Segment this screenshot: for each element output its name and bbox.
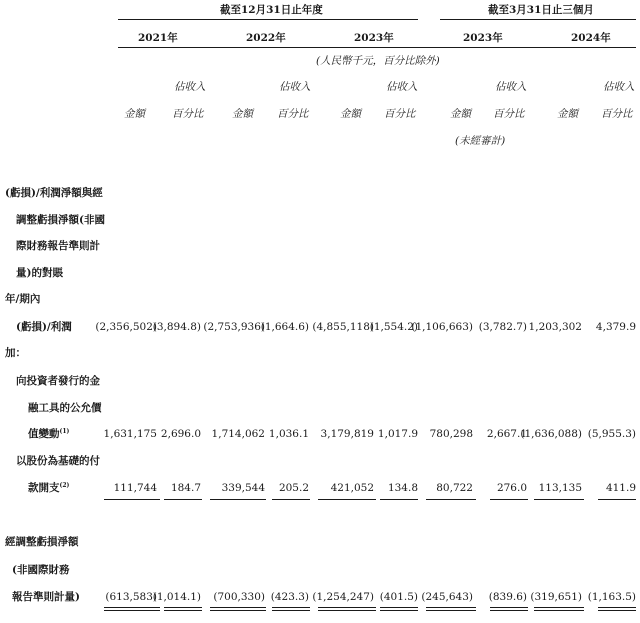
pct-2022: 百分比: [277, 108, 309, 120]
adj-2022-pct: (423.3): [270, 591, 309, 603]
fv-2024q-pct: (5,955.3): [587, 428, 636, 440]
years-underline: [118, 47, 636, 48]
total-line-4a: [272, 607, 310, 608]
adj-2024q-pct: (1,163.5): [587, 591, 636, 603]
fv-2022-amount: 1,714,062: [211, 428, 265, 440]
loss-2024q-pct: 4,379.9: [595, 321, 636, 333]
adj-2022-amount: (700,330): [213, 591, 265, 603]
sbc-2022-pct: 205.2: [278, 482, 309, 494]
total-line-4b: [272, 610, 310, 611]
fv-2023-pct: 1,017.9: [377, 428, 418, 440]
year-2023-q: 2023年: [463, 32, 503, 44]
fv-2022-pct: 1,036.1: [268, 428, 309, 440]
loss-2023q-amount: (1,106,663): [411, 321, 473, 333]
rev-pct-2021: 佔收入: [174, 81, 206, 93]
amount-2022: 金額: [232, 108, 253, 120]
total-line-2a: [164, 607, 202, 608]
adj-2024q-amount: (319,651): [530, 591, 582, 603]
amount-2024q: 金額: [557, 108, 578, 120]
fv-2021-amount: 1,631,175: [103, 428, 157, 440]
fv-note: (1): [59, 428, 70, 435]
sbc-note: (2): [59, 482, 70, 489]
rev-pct-2024q: 佔收入: [603, 81, 635, 93]
sbc-2023q-amount: 80,722: [436, 482, 473, 494]
unaudited-note: (未經審計): [455, 135, 506, 147]
total-line-7b: [426, 610, 476, 611]
subtotal-line-2: [164, 499, 202, 500]
sbc-2021-pct: 184.7: [170, 482, 201, 494]
subtotal-line-3: [210, 499, 266, 500]
adj-2023-amount: (1,254,247): [312, 591, 374, 603]
section-title-line-4: 量)的對賬: [16, 267, 63, 279]
total-line-9b: [534, 610, 584, 611]
total-line-5b: [318, 610, 376, 611]
amount-2023q: 金額: [450, 108, 471, 120]
sbc-line-1: 以股份為基礎的付: [16, 455, 100, 467]
sbc-2021-amount: 111,744: [113, 482, 157, 494]
adj-2023q-pct: (839.6): [488, 591, 527, 603]
subtotal-line-6: [380, 499, 418, 500]
total-line-2b: [164, 610, 202, 611]
subtotal-line-1: [104, 499, 160, 500]
total-line-9a: [534, 607, 584, 608]
sbc-2023q-pct: 276.0: [496, 482, 527, 494]
adj-line-1: 經調整虧損淨額: [5, 536, 79, 548]
loss-2021-amount: (2,356,502): [95, 321, 157, 333]
adj-2023q-amount: (245,643): [421, 591, 473, 603]
loss-2023-amount: (4,855,118): [312, 321, 374, 333]
year-2022: 2022年: [246, 32, 286, 44]
sbc-2024q-amount: 113,135: [538, 482, 582, 494]
year-2021: 2021年: [138, 32, 178, 44]
loss-2024q-amount: 1,203,302: [528, 321, 582, 333]
fv-2023-amount: 3,179,819: [320, 428, 374, 440]
pct-2023: 百分比: [384, 108, 416, 120]
loss-2021-pct: (3,894.8): [152, 321, 201, 333]
fv-line-1: 向投資者發行的金: [16, 375, 100, 387]
sbc-line-2-text: 款開支: [28, 482, 60, 494]
adj-line-3: 報告準則計量): [12, 591, 80, 603]
unit-note: (人民幣千元，百分比除外): [316, 55, 440, 67]
total-line-7a: [426, 607, 476, 608]
loss-2022-pct: (1,664.6): [260, 321, 309, 333]
adj-line-2: (非國際財務: [12, 564, 70, 576]
header-year-underline: [118, 19, 418, 20]
total-line-1a: [104, 607, 160, 608]
rev-pct-2023q: 佔收入: [495, 81, 527, 93]
loss-2022-amount: (2,753,936): [203, 321, 265, 333]
pct-2023q: 百分比: [493, 108, 525, 120]
fv-line-3: [28, 429, 69, 440]
total-line-1b: [104, 610, 160, 611]
loss-2023-pct: (1,554.2): [369, 321, 418, 333]
rev-pct-2023: 佔收入: [386, 81, 418, 93]
total-line-10b: [598, 610, 636, 611]
rev-pct-2022: 佔收入: [279, 81, 311, 93]
adj-2023-pct: (401.5): [379, 591, 418, 603]
period-label: 年/期內: [5, 293, 41, 305]
add-label: 加：: [5, 347, 26, 359]
fv-line-3-text: 值變動: [28, 428, 60, 440]
sbc-2023-pct: 134.8: [387, 482, 418, 494]
total-line-10a: [598, 607, 636, 608]
fv-line-2: 融工具的公允價: [28, 402, 102, 414]
total-line-8a: [490, 607, 528, 608]
subtotal-line-10: [598, 499, 636, 500]
amount-2021: 金額: [124, 108, 145, 120]
year-2023: 2023年: [354, 32, 394, 44]
total-line-6a: [380, 607, 418, 608]
section-title-line-1: (虧損)/利潤淨額與經: [5, 187, 103, 199]
fv-2023q-pct: 2,667.1: [486, 428, 527, 440]
total-line-3b: [210, 610, 266, 611]
section-title-line-2: 調整虧損淨額(非國: [16, 214, 105, 226]
fv-2024q-amount: (1,636,088): [520, 428, 582, 440]
pct-2024q: 百分比: [601, 108, 633, 120]
fv-2023q-amount: 780,298: [429, 428, 473, 440]
fv-2021-pct: 2,696.0: [160, 428, 201, 440]
section-title-line-3: 際財務報告準則計: [16, 240, 100, 252]
total-line-8b: [490, 610, 528, 611]
header-year-group: 截至12月31日止年度: [220, 4, 323, 16]
year-2024-q: 2024年: [571, 32, 611, 44]
loss-2023q-pct: (3,782.7): [478, 321, 527, 333]
sbc-2023-amount: 421,052: [330, 482, 374, 494]
sbc-2022-amount: 339,544: [221, 482, 265, 494]
amount-2023: 金額: [340, 108, 361, 120]
subtotal-line-4: [272, 499, 310, 500]
subtotal-line-7: [426, 499, 476, 500]
sbc-2024q-pct: 411.9: [605, 482, 636, 494]
total-line-3a: [210, 607, 266, 608]
total-line-5a: [318, 607, 376, 608]
pct-2021: 百分比: [172, 108, 204, 120]
header-quarter-underline: [440, 19, 636, 20]
subtotal-line-5: [318, 499, 376, 500]
total-line-6b: [380, 610, 418, 611]
adj-2021-pct: (1,014.1): [152, 591, 201, 603]
loss-label: (虧損)/利潤: [16, 321, 72, 333]
sbc-line-2: [28, 483, 69, 494]
subtotal-line-8: [490, 499, 528, 500]
adj-2021-amount: (613,583): [105, 591, 157, 603]
subtotal-line-9: [534, 499, 584, 500]
header-quarter-group: 截至3月31日止三個月: [488, 4, 594, 16]
